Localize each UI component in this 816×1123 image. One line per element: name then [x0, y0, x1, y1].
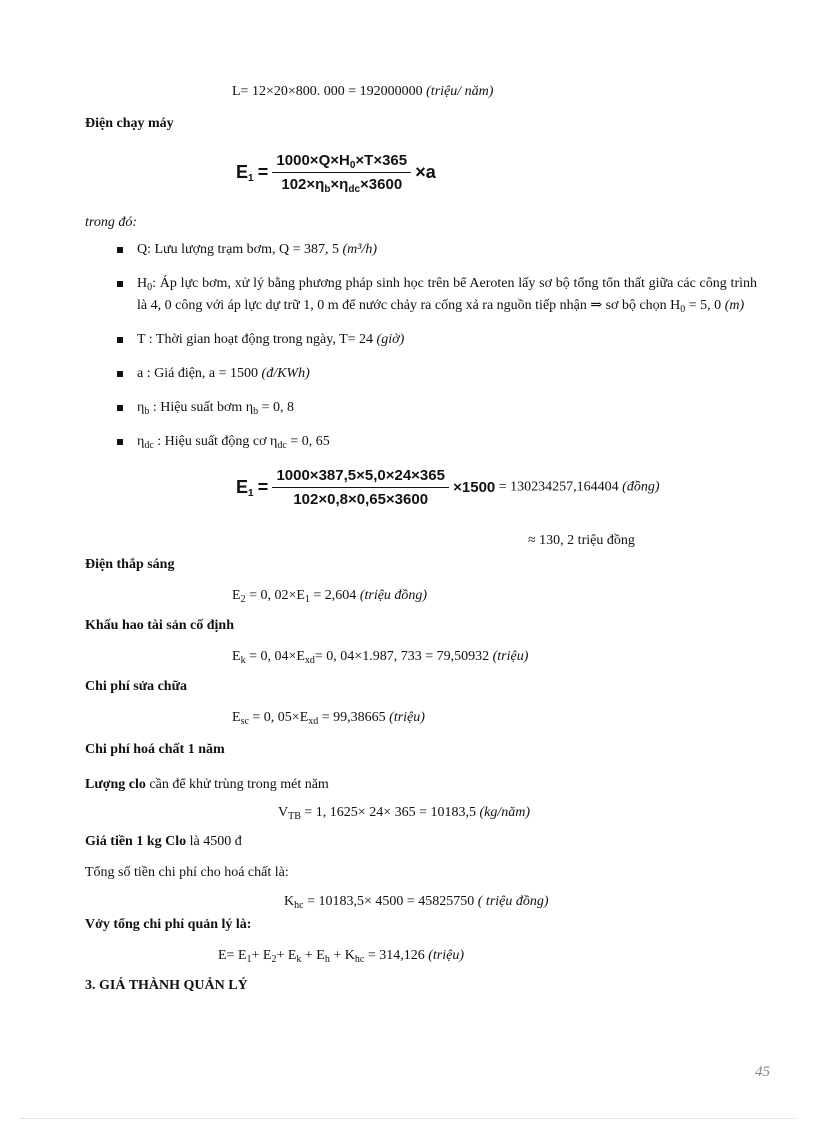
- tong-so-line: Tổng số tiền chi phí cho hoá chất là:: [85, 865, 289, 880]
- fraction: [272, 152, 411, 193]
- bullet-icon: [117, 439, 123, 445]
- formula-e1-numeric: $E_1$ = $\frac{1000\times 387,5\times 5,0\times 24\times 365}{102\times 0,8\times 0,65\times 3600}$ ×1500 = 130234257,164404 (đồng): [236, 467, 660, 508]
- equation-ek: $E_k = 0$, $04\times E_{xd}= 0$, 04×1.987, 733 = 79,50932 (triệu): [232, 649, 529, 666]
- list-item-h0: $H_0$: Áp lực bơm, xử lý bằng phương pháp sinh học trên bể Aeroten lấy sơ bộ tổng tổn thất giữa các công trình là 4, 0 công với áp lực dự trữ 1, 0 m để nước chảy ra cống xả ra nguồn tiếp nhận ⇒ sơ bộ chọn $H_0 = 5$, 0 (m): [117, 273, 757, 317]
- denominator: $102\times\eta_b\times\eta_{dc}\times 3600$: [281, 176, 403, 195]
- page-number: 45: [755, 1064, 770, 1080]
- denominator: 102×0,8×0,65×3600: [293, 491, 429, 508]
- heading-vay-tong: Vởy tổng chi phí quản lý là:: [85, 917, 252, 932]
- list-item-a: a : Giá điện, a = 1500 (đ/KWh): [117, 363, 757, 385]
- list-item-eta-b: $\eta_b$ : Hiệu suất bơm $\eta_b = 0$, 8: [117, 397, 757, 419]
- equation-khc: $K_{hc} = 10183,5\times 4500 = 45825750$ ( triệu đồng): [284, 894, 549, 911]
- footer-divider: [20, 1118, 796, 1119]
- numerator: 1000×387,5×5,0×24×365: [272, 467, 449, 488]
- list-item-t: T : Thời gian hoạt động trong ngày, T= 24 (giờ): [117, 329, 757, 351]
- parameter-list: [117, 239, 757, 465]
- equation-total: $E= E_1+ E_2+ E_k + E_h + K_{hc} = 314,126$ (triệu): [218, 948, 464, 965]
- approx-result: ≈ 130, 2 triệu đồng: [528, 533, 635, 548]
- equation-e2: $E_2 = 0$, $02\times E_1 = 2,604$ (triệu đồng): [232, 588, 428, 605]
- equation-L: L= 12×20×800. 000 = 192000000 (triệu/ năm): [232, 84, 494, 99]
- heading-hoa-chat: Chi phí hoá chất 1 năm: [85, 742, 225, 757]
- numerator: $1000\times Q\times H_0\times T\times 365$: [272, 152, 411, 173]
- heading-gia-thanh: 3. GIÁ THÀNH QUẢN LÝ: [85, 978, 248, 993]
- bullet-icon: [117, 371, 123, 377]
- bullet-icon: [117, 405, 123, 411]
- gia-clo-line: Giá tiền 1 kg Clo là 4500 đ: [85, 834, 242, 849]
- equation-vtb: $V_{TB} = 1$, 1625× 24× 365 = 10183,5 (kg/năm): [278, 805, 531, 822]
- bullet-icon: [117, 337, 123, 343]
- clo-line: Lượng clo cần để khử trùng trong mét năm: [85, 777, 329, 792]
- bullet-icon: [117, 247, 123, 253]
- list-item-eta-dc: $\eta_{dc}$ : Hiệu suất động cơ $\eta_{dc} = 0$, 65: [117, 431, 757, 453]
- heading-sua-chua: Chi phí sửa chữa: [85, 679, 187, 694]
- heading-khau-hao: Khấu hao tài sản cố định: [85, 618, 234, 633]
- list-item-q: Q: Lưu lượng trạm bơm, Q = 387, 5 (m³/h): [117, 239, 757, 261]
- equation-esc: $E_{sc} = 0$, $05\times E_{xd} = 99,38665$ (triệu): [232, 710, 425, 727]
- heading-dien-thap-sang: Điện thắp sáng: [85, 557, 175, 572]
- formula-e1-general: $E_1$ = $\frac{1000\times Q\times H_0\times T\times 365}{102\times\eta_b\times\eta_{dc}\times 3600}$ ×a: [236, 152, 436, 195]
- label-trong-do: trong đó:: [85, 215, 137, 230]
- unit: (triệu/ năm): [426, 84, 494, 99]
- bullet-icon: [117, 281, 123, 287]
- heading-dien-chay-may: Điện chạy máy: [85, 116, 174, 131]
- fraction: [272, 467, 449, 508]
